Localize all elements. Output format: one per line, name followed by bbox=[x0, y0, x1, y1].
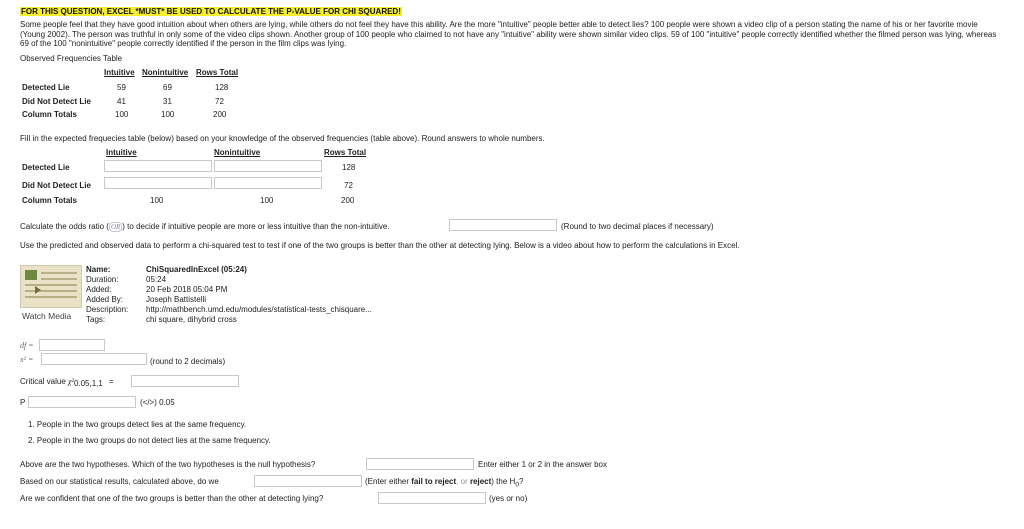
media-added-by-label: Added By: bbox=[86, 295, 123, 304]
critical-value-input[interactable] bbox=[131, 375, 239, 387]
observed-cell: 200 bbox=[213, 110, 227, 119]
expected-notdetected-nonintuitive-input[interactable] bbox=[214, 177, 322, 189]
hypothesis-item: 2. People in the two groups do not detect lies at the same frequency. bbox=[28, 436, 271, 445]
p-value-input[interactable] bbox=[28, 396, 136, 408]
observed-header-intuitive: Intuitive bbox=[104, 68, 135, 77]
chi-squared-note: (round to 2 decimals) bbox=[150, 357, 226, 366]
confidence-question: Are we confident that one of the two groups is better than the other at detecting lying? bbox=[20, 494, 324, 503]
expected-cell: 128 bbox=[342, 163, 356, 172]
expected-cell: 200 bbox=[341, 196, 355, 205]
null-hypothesis-question: Above are the two hypotheses. Which of the two hypotheses is the null hypothesis? bbox=[20, 460, 316, 469]
expected-header-nonintuitive: Nonintuitive bbox=[214, 148, 261, 157]
expected-instruction: Fill in the expected frequecies table (below) based on your knowledge of the observed frequencies (table above). Round answers to whole numbers. bbox=[20, 134, 545, 143]
media-description-label: Description: bbox=[86, 305, 129, 314]
observed-row-label: Detected Lie bbox=[22, 83, 70, 92]
observed-cell: 69 bbox=[163, 83, 172, 92]
observed-cell: 31 bbox=[163, 97, 172, 106]
hypothesis-item: 1. People in the two groups detect lies at the same frequency. bbox=[28, 420, 247, 429]
reject-note: (Enter either fail to reject, or reject) the $H_0$? bbox=[365, 477, 524, 489]
expected-header-rows-total: Rows Total bbox=[324, 148, 367, 157]
odds-ratio-input[interactable] bbox=[449, 219, 557, 231]
observed-header-nonintuitive: Nonintuitive bbox=[142, 68, 189, 77]
odds-ratio-prompt: Calculate the odds ratio ( OR ) to decide if intuitive people are more or less intuitive than the non-intuitive. bbox=[20, 222, 390, 231]
expected-row-label: Column Totals bbox=[22, 196, 77, 205]
expected-detected-intuitive-input[interactable] bbox=[104, 160, 212, 172]
observed-cell: 72 bbox=[215, 97, 224, 106]
question-title: FOR THIS QUESTION, EXCEL *MUST* BE USED TO CALCULATE THE P-VALUE FOR CHI SQUARED! bbox=[21, 7, 401, 16]
observed-header-rows-total: Rows Total bbox=[196, 68, 239, 77]
intro-paragraph: Some people feel that they have good intuition about when others are lying, while others do not feel they have this ability. Are the more "intuitive" people better able to detect lies? 100 people were shown a video clip of a person stating the name of his or her favorite movie (Young 2002). The person was truthful in only some of the video clips shown. Another group of 100 people who claimed to not have any "intuitive" ability were shown similar video clips. 59 of 100 "intuitive" people correctly identified whether the filmed person was lying, whereas 69 of the 100 "nonintuitive" people correctly identified if the person in the film clips was lying. bbox=[20, 20, 997, 49]
media-duration-label: Duration: bbox=[86, 275, 119, 284]
media-name: ChiSquaredInExcel (05:24) bbox=[146, 265, 247, 274]
observed-cell: 128 bbox=[215, 83, 229, 92]
odds-ratio-note: (Round to two decimal places if necessary) bbox=[561, 222, 714, 231]
df-input[interactable] bbox=[39, 339, 105, 351]
df-label: df = bbox=[20, 341, 34, 350]
video-thumbnail[interactable] bbox=[20, 265, 82, 308]
observed-table-caption: Observed Frequencies Table bbox=[20, 54, 123, 63]
reject-input[interactable] bbox=[254, 475, 362, 487]
media-name-label: Name: bbox=[86, 265, 111, 274]
expected-row-label: Did Not Detect Lie bbox=[22, 181, 91, 190]
play-icon bbox=[35, 286, 41, 294]
media-duration: 05:24 bbox=[146, 275, 167, 284]
media-added-label: Added: bbox=[86, 285, 112, 294]
media-tags: chi square, dihybrid cross bbox=[146, 315, 237, 324]
p-label: P bbox=[20, 398, 26, 407]
odds-ratio-symbol: OR bbox=[110, 223, 121, 231]
observed-row-label: Did Not Detect Lie bbox=[22, 97, 91, 106]
p-value-note: (</>) 0.05 bbox=[140, 398, 175, 407]
expected-header-intuitive: Intuitive bbox=[106, 148, 137, 157]
chi-squared-input[interactable] bbox=[41, 353, 147, 365]
chi-squared-label: x² = bbox=[20, 355, 34, 364]
observed-cell: 100 bbox=[161, 110, 175, 119]
expected-row-label: Detected Lie bbox=[22, 163, 70, 172]
observed-row-label: Column Totals bbox=[22, 110, 77, 119]
media-added: 20 Feb 2018 05:04 PM bbox=[146, 285, 228, 294]
expected-cell: 100 bbox=[260, 196, 274, 205]
confidence-note: (yes or no) bbox=[489, 494, 528, 503]
null-hypothesis-note: Enter either 1 or 2 in the answer box bbox=[478, 460, 607, 469]
null-hypothesis-input[interactable] bbox=[366, 458, 474, 470]
reject-question: Based on our statistical results, calculated above, do we bbox=[20, 477, 219, 486]
watch-media-link[interactable]: Watch Media bbox=[22, 311, 72, 321]
expected-cell: 100 bbox=[150, 196, 164, 205]
observed-cell: 59 bbox=[117, 83, 126, 92]
expected-notdetected-intuitive-input[interactable] bbox=[104, 177, 212, 189]
expected-cell: 72 bbox=[344, 181, 353, 190]
critical-value-label: Critical value χ²0.05,1,1 = bbox=[20, 377, 114, 388]
confidence-input[interactable] bbox=[378, 492, 486, 504]
media-tags-label: Tags: bbox=[86, 315, 106, 324]
chi-squared-instruction: Use the predicted and observed data to perform a chi-squared test to test if one of the two groups is better than the other at detecting lying. Below is a video about how to perform the calculations in Excel. bbox=[20, 241, 740, 250]
media-description: http://mathbench.umd.edu/modules/statistical-tests_chisquare... bbox=[146, 305, 372, 314]
expected-detected-nonintuitive-input[interactable] bbox=[214, 160, 322, 172]
observed-cell: 100 bbox=[115, 110, 129, 119]
observed-cell: 41 bbox=[117, 97, 126, 106]
media-added-by: Joseph Battistelli bbox=[146, 295, 207, 304]
